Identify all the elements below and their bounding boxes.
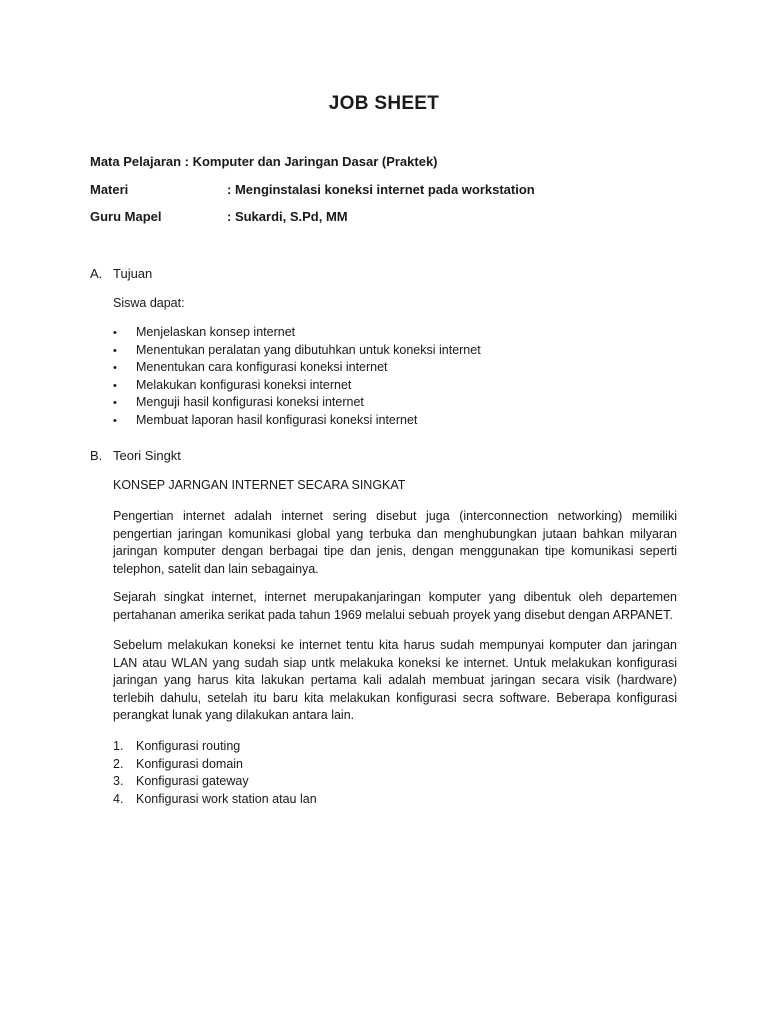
list-item: • Melakukan konfigurasi koneksi internet <box>113 377 481 395</box>
document-title: JOB SHEET <box>328 93 440 114</box>
bullet-icon: • <box>113 362 117 374</box>
section-a-letter: A. <box>90 266 103 281</box>
list-item: • Menjelaskan konsep internet <box>113 324 481 342</box>
section-b-letter: B. <box>90 448 103 463</box>
meta-materi-label: Materi <box>90 182 129 197</box>
list-item: • Menguji hasil konfigurasi koneksi internet <box>113 394 481 412</box>
section-a-heading <box>90 266 152 281</box>
section-b-subheading: KONSEP JARNGAN INTERNET SECARA SINGKAT <box>113 478 406 492</box>
paragraph-configuration: Sebelum melakukan koneksi ke internet tentu kita harus sudah mempunyai komputer dan jaringan LAN atau WLAN yang sudah siap untk melakuka koneksi ke internet. Untuk melakukan konfigurasi jaringan yang harus kita lakukan pertama kali adalah membuat jaringan secara visik (hardware) terlebih dahulu, setelah itu baru kita melakukan konfigurasi secra software. Beberapa konfigurasi perangkat lunak yang dilakukan antara lain. <box>113 638 677 722</box>
list-item: 1. Konfigurasi routing <box>113 739 241 753</box>
section-a-intro: Siswa dapat: <box>113 296 185 310</box>
section-b-title: Teori Singkt <box>113 448 181 463</box>
section-a-title: Tujuan <box>113 266 153 281</box>
meta-materi-value: : Menginstalasi koneksi internet pada workstation <box>227 182 535 197</box>
paragraph-definition: Pengertian internet adalah internet sering disebut juga (interconnection networking) memiliki pengertian jaringan komunikasi global yang terbuka dan menghubungkan jutaan bahkan milyaran jaringan komputer dengan berbagai tipe dan jenis, dengan menggunakan tipe komunikasi seperti telephon, satelit dan lain sebagainya. <box>113 509 677 576</box>
meta-teacher <box>90 209 348 224</box>
list-item: 4. Konfigurasi work station atau lan <box>113 791 317 806</box>
list-item: • Menentukan cara konfigurasi koneksi internet <box>113 359 481 377</box>
objectives-list <box>113 324 481 429</box>
list-item: 2. Konfigurasi domain <box>113 756 244 771</box>
bullet-icon: • <box>113 414 117 427</box>
meta-subject <box>90 154 438 169</box>
bullet-icon: • <box>113 344 117 357</box>
meta-materi <box>90 182 535 197</box>
meta-teacher-value: : Sukardi, S.Pd, MM <box>227 209 348 224</box>
configuration-list <box>113 738 317 808</box>
bullet-icon: • <box>113 379 117 392</box>
paragraph-history: Sejarah singkat internet, internet merupakanjaringan komputer yang dibentuk oleh departemen pertahanan amerika serikat pada tahun 1969 melalui sebuah proyek yang disebut dengan ARPANET. <box>113 590 677 622</box>
bullet-icon: • <box>113 397 117 409</box>
meta-teacher-label: Guru Mapel <box>90 209 162 224</box>
list-item: • Membuat laporan hasil konfigurasi koneksi internet <box>113 412 481 430</box>
list-item: 3. Konfigurasi gateway <box>113 774 249 788</box>
meta-subject-label: Mata Pelajaran : Komputer dan Jaringan Dasar (Praktek) <box>90 154 438 169</box>
list-item: • Menentukan peralatan yang dibutuhkan untuk koneksi internet <box>113 342 481 360</box>
section-b-heading <box>90 448 181 463</box>
bullet-icon: • <box>113 327 117 339</box>
